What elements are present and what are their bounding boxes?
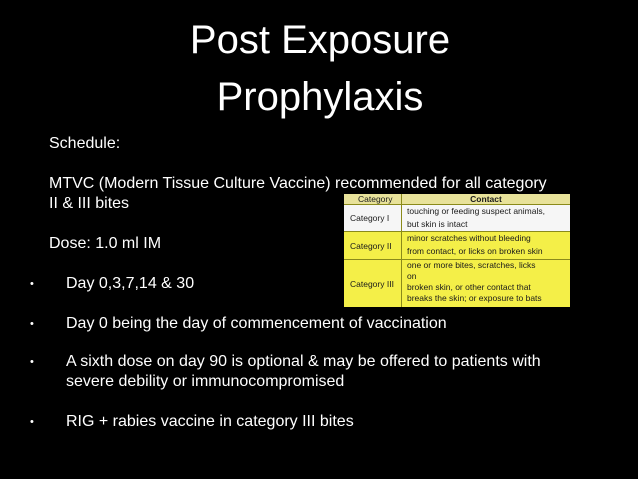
bullet-schedule-days: Day 0,3,7,14 & 30 <box>66 275 195 292</box>
table-header-row <box>344 194 570 205</box>
contact-line: touching or feeding suspect animals, <box>407 206 545 216</box>
contact-line: breaks the skin; or exposure to bats <box>407 293 542 303</box>
mtvc-line-1: MTVC (Modern Tissue Culture Vaccine) recommended for all category <box>49 175 547 192</box>
schedule-label: Schedule: <box>49 135 121 152</box>
contact-line: minor scratches without bleeding <box>407 233 531 243</box>
exposure-category-table <box>344 194 570 307</box>
bullet-icon: • <box>30 318 34 330</box>
table-cell-category: Category II <box>344 232 402 259</box>
contact-line: broken skin, or other contact that <box>407 282 531 292</box>
table-cell-category: Category III <box>344 260 402 307</box>
slide-title-line-2: Prophylaxis <box>216 75 424 119</box>
table-header-contact: Contact <box>470 194 502 204</box>
table-header-category: Category <box>344 194 402 204</box>
table-cell-contact <box>402 205 570 231</box>
mtvc-line-2: II & III bites <box>49 195 130 212</box>
table-row <box>344 260 570 307</box>
bullet-rig: RIG + rabies vaccine in category III bites <box>66 413 354 430</box>
contact-line: from contact, or licks on broken skin <box>407 246 543 256</box>
dose-text: Dose: 1.0 ml IM <box>49 235 162 252</box>
contact-line: on <box>407 271 417 281</box>
bullet-sixth-dose-line-2: severe debility or immunocompromised <box>66 373 345 390</box>
table-row <box>344 232 570 260</box>
table-cell-contact <box>402 232 570 259</box>
contact-line: but skin is intact <box>407 219 468 229</box>
bullet-day-zero: Day 0 being the day of commencement of vaccination <box>66 315 447 332</box>
bullet-icon: • <box>30 356 34 368</box>
bullet-sixth-dose-line-1: A sixth dose on day 90 is optional & may be offered to patients with <box>66 353 541 370</box>
slide-title-line-1: Post Exposure <box>189 18 451 62</box>
bullet-icon: • <box>30 416 34 428</box>
table-row <box>344 205 570 232</box>
bullet-icon: • <box>30 278 34 290</box>
table-cell-contact <box>402 260 570 307</box>
table-cell-category: Category I <box>344 205 402 231</box>
contact-line: one or more bites, scratches, licks <box>407 260 536 270</box>
